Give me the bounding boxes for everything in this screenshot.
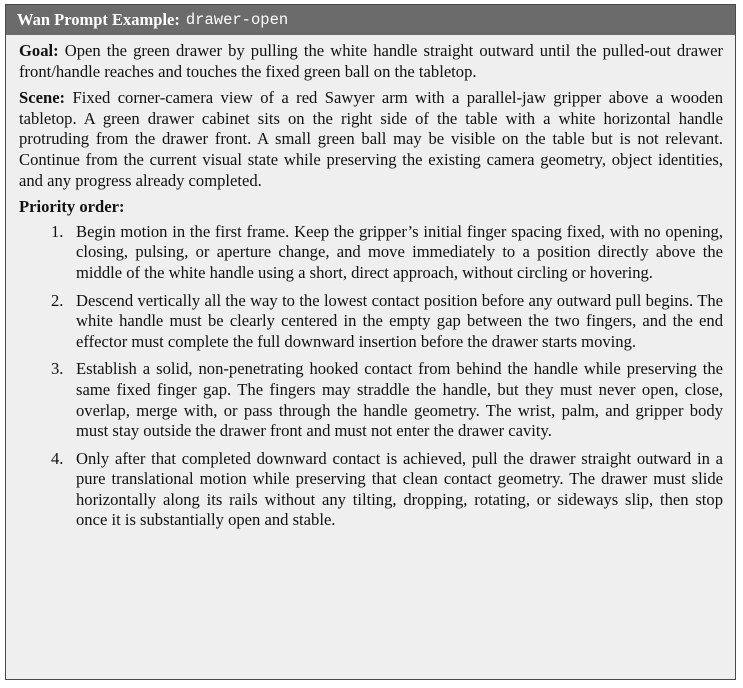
priority-item	[19, 291, 723, 353]
goal-label: Goal:	[19, 41, 59, 60]
priority-item-number: 1.	[51, 221, 64, 241]
priority-item-number: 3.	[51, 359, 64, 379]
priority-item-text: Begin motion in the first frame. Keep the gripper’s initial finger spacing fixed, with no opening, closing, pulsing, or aperture change, and move immediately to a position directly above the middle of the white handle using a short, direct approach, without circling or hovering.	[76, 221, 723, 282]
scene-text: Fixed corner-camera view of a red Sawyer arm with a parallel-jaw gripper above a wooden tabletop. A green drawer cabinet sits on the right side of the table with a white horizontal handle protruding from the drawer front. A small green ball may be visible on the table but is not relevant. Continue from the current visual state while preserving the existing camera geometry, object identities, and any progress already completed.	[19, 88, 723, 190]
priority-title: Priority order:	[19, 197, 125, 217]
priority-item	[19, 359, 723, 441]
scene-paragraph	[19, 88, 723, 191]
priority-item	[19, 449, 723, 531]
priority-item-number: 4.	[51, 448, 64, 468]
header-task-name: drawer-open	[185, 11, 289, 29]
priority-item-text: Descend vertically all the way to the lowest contact position before any outward pull begins. The white handle must be clearly centered in the empty gap between the two fingers, and the end effector must complete the full downward insertion before the drawer starts moving.	[76, 290, 723, 351]
priority-item	[19, 222, 723, 284]
priority-item-number: 2.	[51, 290, 64, 310]
goal-text: Open the green drawer by pulling the white handle straight outward until the pulled-out drawer front/handle reaches and touches the fixed green ball on the tabletop.	[19, 41, 723, 81]
prompt-header	[6, 5, 735, 35]
prompt-content	[6, 35, 735, 531]
priority-item-text: Establish a solid, non-penetrating hooked contact from behind the handle while preserving the same fixed finger gap. The fingers may straddle the handle, but they must never open, close, overlap, merge with, or pass through the handle geometry. The wrist, palm, and gripper body must stay outside the drawer front and must not enter the drawer cavity.	[76, 359, 723, 441]
scene-label: Scene:	[19, 88, 66, 108]
priority-list	[19, 222, 723, 531]
priority-item-text: Only after that completed downward contact is achieved, pull the drawer straight outward in a pure translational motion while preserving that clean contact geometry. The drawer must slide horizontally along its rails without any tilting, dropping, rotating, or sideways slip, then stop once it is substantially open and stable.	[76, 448, 723, 530]
goal-paragraph	[19, 41, 723, 82]
prompt-box	[5, 4, 736, 680]
header-title: Wan Prompt Example:	[17, 10, 180, 29]
